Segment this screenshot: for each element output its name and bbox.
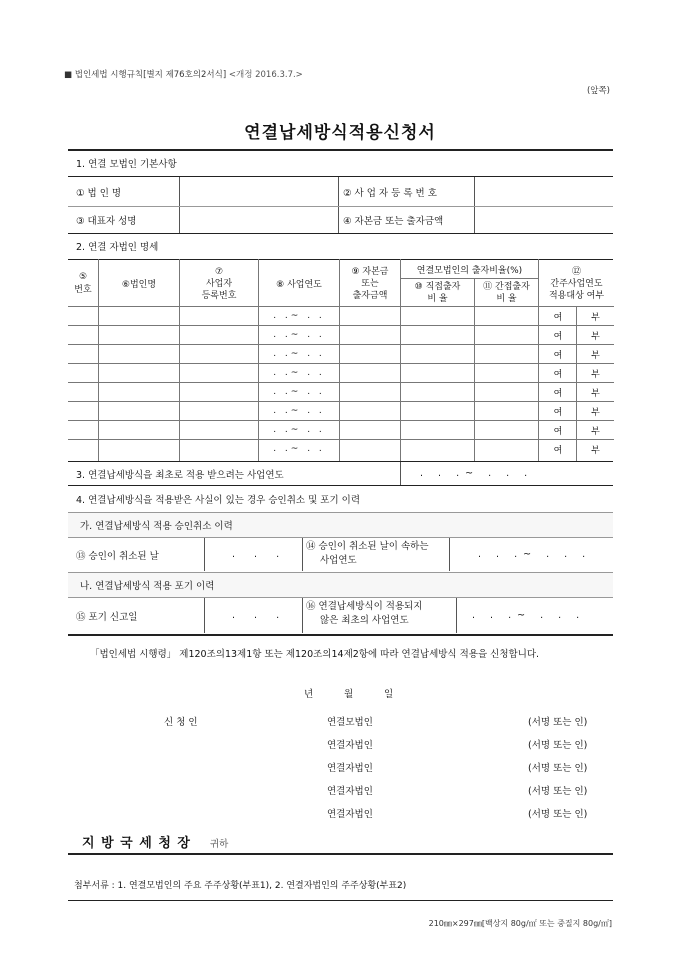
- signer-role: 연결자법인: [327, 809, 373, 820]
- cancel-year-line1: ⑭ 승인이 취소된 날이 속하는: [306, 541, 429, 552]
- divider: [204, 598, 205, 633]
- col-direct-line1: ⑩ 직접출자: [414, 281, 461, 292]
- application-statement: 「법인세법 시행령」 제120조의13제1항 또는 제120조의14제2항에 따라 연결납세방식 적용을 신청합니다.: [90, 649, 540, 660]
- first-year-field[interactable]: . . .~ . . .: [420, 468, 534, 479]
- yes-option[interactable]: 여: [553, 331, 563, 342]
- no-option[interactable]: 부: [591, 331, 600, 342]
- yes-option[interactable]: 여: [553, 369, 563, 380]
- divider: [400, 462, 401, 485]
- capital-label: ④ 자본금 또는 출자금액: [343, 216, 444, 227]
- divider: [338, 177, 339, 233]
- year-range-cell[interactable]: . .~ . .: [273, 406, 325, 416]
- rep-name-label: ③ 대표자 성명: [76, 216, 137, 227]
- yes-option[interactable]: 여: [553, 388, 563, 399]
- yes-option[interactable]: 여: [553, 407, 563, 418]
- divider: [302, 538, 303, 571]
- col-header-ratio: 연결모법인의 출자비율(%): [416, 265, 523, 276]
- signer-role: 연결자법인: [327, 763, 373, 774]
- year-range-cell[interactable]: . .~ . .: [273, 444, 325, 454]
- form-reference: [64, 68, 303, 80]
- recipient-suffix: 귀하: [210, 839, 229, 850]
- yes-option[interactable]: 여: [553, 350, 563, 361]
- year-range-cell[interactable]: . .~ . .: [273, 387, 325, 397]
- cancel-date-label: ⑬ 승인이 취소된 날: [76, 550, 159, 562]
- col-direct-line2: 비 율: [427, 293, 448, 304]
- divider: [204, 538, 205, 571]
- col-capital-line3: 출자금액: [352, 291, 388, 301]
- col-capital-line2: 또는: [361, 279, 379, 289]
- corp-name-field[interactable]: [180, 178, 338, 206]
- col-header-bizreg: [180, 262, 258, 306]
- col-header-deemed: [539, 262, 614, 306]
- date-month-label: 월: [344, 689, 354, 700]
- corp-name-label: ① 법 인 명: [76, 188, 122, 199]
- col-bizreg-line1: 사업자: [205, 279, 233, 289]
- year-range-cell[interactable]: . .~ . .: [273, 311, 325, 321]
- no-option[interactable]: 부: [591, 350, 600, 361]
- waiver-year-label: [306, 600, 423, 632]
- cancel-year-line2: 사업연도: [320, 555, 357, 566]
- paper-spec: 210㎜×297㎜[백상지 80g/㎡ 또는 중질지 80g/㎡]: [428, 919, 612, 928]
- waiver-date-field[interactable]: . . .: [232, 610, 288, 621]
- year-range-cell[interactable]: . .~ . .: [273, 349, 325, 359]
- attachments-note: 첨부서류 : 1. 연결모법인의 주요 주주상황(부표1), 2. 연결자법인의 주주상황(부표2): [74, 881, 407, 891]
- section2-heading: 2. 연결 자법인 명세: [76, 242, 159, 253]
- date-day-label: 일: [384, 689, 394, 700]
- page-title: 연결납세방식적용신청서: [244, 123, 436, 143]
- divider: [68, 853, 613, 855]
- col-header-name: ⑥법인명: [121, 279, 157, 290]
- col-header-year: ⑧ 사업연도: [276, 279, 322, 290]
- no-option[interactable]: 부: [591, 312, 600, 323]
- divider: [68, 149, 613, 151]
- col-header-direct: [401, 279, 474, 306]
- col-deemed-line2: 적용대상 여부: [548, 291, 605, 301]
- col-bizreg-line2: 등록번호: [201, 291, 237, 301]
- waiver-year-line2: 않은 최초의 사업연도: [320, 615, 409, 626]
- biz-reg-label: ② 사 업 자 등 록 번 호: [343, 188, 437, 199]
- recipient: 지 방 국 세 청 장: [82, 836, 191, 851]
- biz-reg-field[interactable]: [475, 178, 613, 206]
- no-option[interactable]: 부: [591, 407, 600, 418]
- year-range-cell[interactable]: . .~ . .: [273, 425, 325, 435]
- signature-field[interactable]: (서명 또는 인): [528, 763, 588, 774]
- regulation-text: ■ 법인세법 시행규칙[별지 제76호의2서식]: [64, 70, 227, 80]
- revision-text: <개정 2016.3.7.>: [228, 70, 303, 80]
- divider: [302, 598, 303, 633]
- applicant-label: 신 청 인: [164, 717, 198, 728]
- col-bizreg-mark: ⑦: [214, 267, 224, 277]
- no-option[interactable]: 부: [591, 426, 600, 437]
- divider: [456, 598, 457, 633]
- signer-role: 연결자법인: [327, 740, 373, 751]
- section1-heading: 1. 연결 모법인 기본사항: [76, 159, 177, 170]
- no-option[interactable]: 부: [591, 369, 600, 380]
- cancel-history-heading: 가. 연결납세방식 적용 승인취소 이력: [80, 521, 233, 532]
- signer-role: 연결모법인: [327, 717, 373, 728]
- waiver-year-line1: ⑯ 연결납세방식이 적용되지: [306, 601, 423, 612]
- cancel-year-field[interactable]: . . .~ . . .: [478, 549, 592, 560]
- signature-field[interactable]: (서명 또는 인): [528, 809, 588, 820]
- cancel-year-label: [306, 540, 429, 570]
- yes-option[interactable]: 여: [553, 312, 563, 323]
- signature-field[interactable]: (서명 또는 인): [528, 717, 588, 728]
- col-deemed-line1: 간주사업연도: [550, 279, 603, 289]
- no-option[interactable]: 부: [591, 445, 600, 456]
- waiver-date-label: ⑮ 포기 신고일: [76, 611, 138, 623]
- col-header-indirect: [475, 279, 538, 306]
- section4-heading: 4. 연결납세방식을 적용받은 사실이 있는 경우 승인취소 및 포기 이력: [76, 494, 361, 506]
- col-indirect-line2: 비 율: [496, 293, 517, 304]
- year-range-cell[interactable]: . .~ . .: [273, 330, 325, 340]
- signer-role: 연결자법인: [327, 786, 373, 797]
- signature-field[interactable]: (서명 또는 인): [528, 786, 588, 797]
- waiver-history-heading: 나. 연결납세방식 적용 포기 이력: [80, 581, 215, 592]
- divider: [68, 634, 613, 636]
- no-option[interactable]: 부: [591, 388, 600, 399]
- page-side-label: (앞쪽): [586, 86, 610, 96]
- yes-option[interactable]: 여: [553, 426, 563, 437]
- divider: [68, 176, 613, 177]
- col-header-number: [68, 262, 98, 304]
- year-range-cell[interactable]: . .~ . .: [273, 368, 325, 378]
- section3-heading: 3. 연결납세방식을 최초로 적용 받으려는 사업연도: [76, 469, 284, 481]
- waiver-year-field[interactable]: . . .~ . . .: [472, 610, 586, 621]
- col-number-label: 번호: [74, 284, 92, 295]
- signature-field[interactable]: (서명 또는 인): [528, 740, 588, 751]
- cancel-date-field[interactable]: . . .: [232, 549, 288, 560]
- col-deemed-mark: ⑫: [571, 267, 581, 277]
- divider: [68, 900, 613, 901]
- col-number-mark: ⑤: [78, 271, 88, 282]
- date-year-label: 년: [304, 689, 314, 700]
- col-indirect-line1: ⑪ 간접출자: [483, 281, 530, 292]
- col-header-capital: [340, 262, 400, 306]
- col-capital-line1: ⑨ 자본금: [351, 267, 389, 277]
- divider: [449, 538, 450, 571]
- capital-field[interactable]: [475, 207, 613, 233]
- yes-option[interactable]: 여: [553, 445, 563, 456]
- rep-name-field[interactable]: [180, 207, 338, 233]
